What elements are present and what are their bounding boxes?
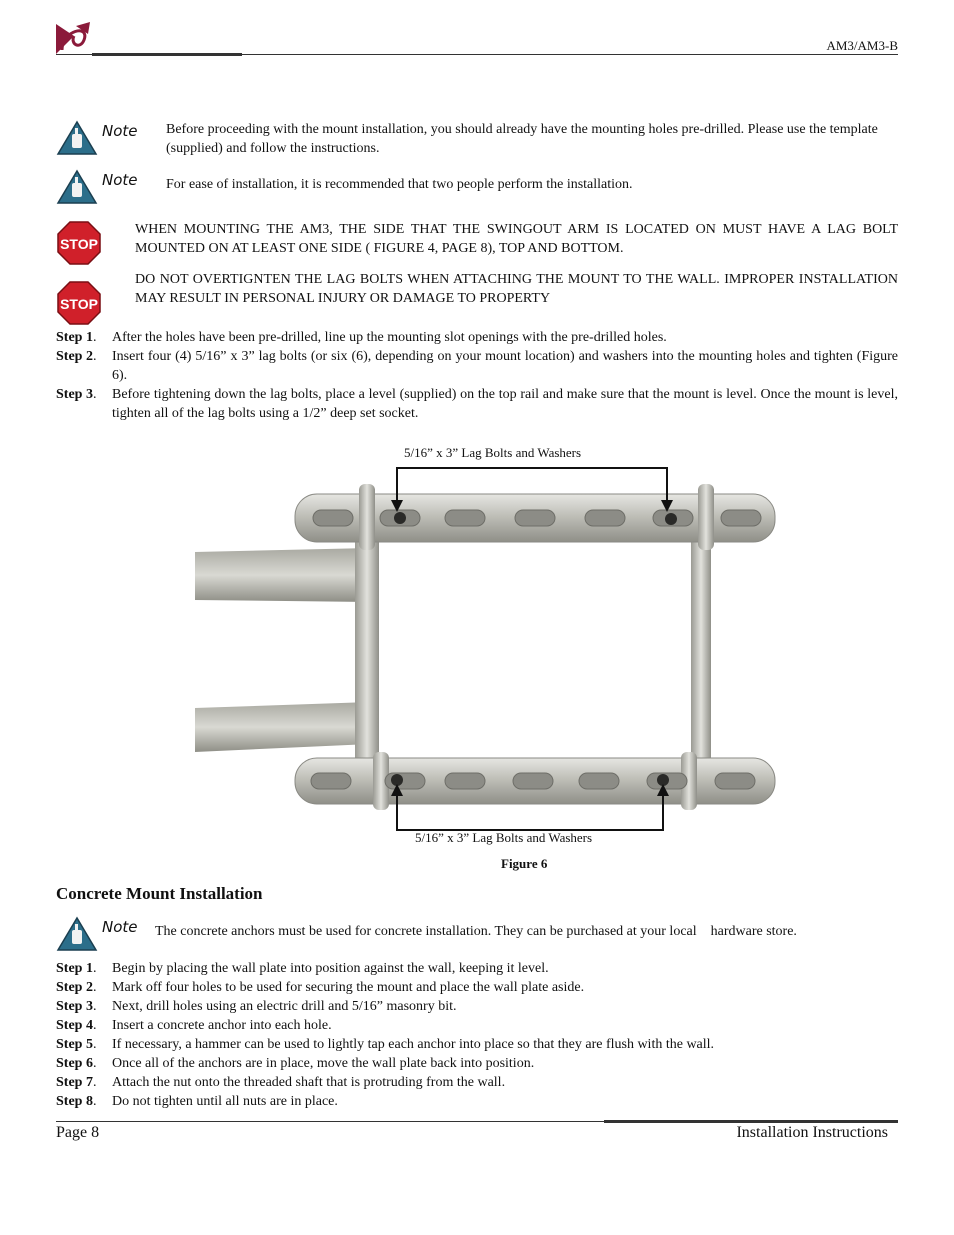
callout-bottom: 5/16” x 3” Lag Bolts and Washers — [415, 830, 593, 845]
note-label: Note — [102, 171, 138, 189]
step-label: Step 8 — [56, 1094, 93, 1109]
step-text: After the holes have been pre-drilled, line up the mounting slot openings with the pre-drilled holes. — [112, 330, 667, 345]
stop-sign-icon — [56, 280, 102, 326]
page-number: Page 8 — [56, 1124, 100, 1141]
note-3 — [56, 916, 898, 952]
step-label-wrap: Step 8. — [56, 1094, 97, 1109]
step-label-wrap: Step 3. — [56, 999, 97, 1014]
warning-text: WHEN MOUNTING THE AM3, THE SIDE THAT THE SWINGOUT ARM IS LOCATED ON MUST HAVE A LAG BOLT MOUNTED ON AT LEAST ONE SIDE ( FIGURE 4, PAGE 8), TOP AND BOTTOM. — [135, 222, 898, 256]
step-label-wrap: Step 4. — [56, 1018, 97, 1033]
step-text: Insert four (4) 5/16” x 3” lag bolts (or six (6), depending on your mount location) and washers into the mounting holes and tighten (Figure 6). — [112, 349, 898, 383]
step-label-wrap: Step 1. — [56, 330, 97, 345]
company-logo-icon — [54, 20, 92, 56]
note-label: Note — [102, 122, 138, 140]
step-text: Next, drill holes using an electric drill and 5/16” masonry bit. — [112, 999, 457, 1014]
section-title: Concrete Mount Installation — [56, 884, 263, 903]
step-text: If necessary, a hammer can be used to lightly tap each anchor into place so that they are flush with the wall. — [112, 1037, 715, 1052]
step-label: Step 1 — [56, 961, 93, 976]
note-2 — [56, 169, 898, 205]
stop-sign-wrap — [56, 270, 135, 331]
step-text: Begin by placing the wall plate into position against the wall, keeping it level. — [112, 961, 549, 976]
step-label: Step 6 — [56, 1056, 93, 1071]
step-item — [56, 1092, 898, 1111]
step-label: Step 3 — [56, 999, 93, 1014]
stop-sign-wrap — [56, 220, 135, 271]
warning-1 — [56, 220, 898, 271]
warning-text: DO NOT OVERTIGNTEN THE LAG BOLTS WHEN ATTACHING THE MOUNT TO THE WALL. IMPROPER INSTALLATION MAY RESULT IN PERSONAL INJURY OR DAMAGE TO PROPERTY — [135, 272, 898, 306]
step-item — [56, 328, 898, 347]
note-badge — [56, 169, 166, 205]
step-label-wrap: Step 6. — [56, 1056, 97, 1071]
note-hand-icon — [56, 169, 98, 205]
concrete-steps — [56, 959, 898, 1111]
step-label: Step 7 — [56, 1075, 93, 1090]
step-item — [56, 959, 898, 978]
step-label: Step 2 — [56, 349, 93, 364]
note-text: The concrete anchors must be used for concrete installation. They can be purchased at your local hardware store. — [155, 924, 797, 939]
step-item — [56, 978, 898, 997]
step-item — [56, 997, 898, 1016]
step-label-wrap: Step 5. — [56, 1037, 97, 1052]
callout-top: 5/16” x 3” Lag Bolts and Washers — [404, 445, 582, 460]
step-text: Do not tighten until all nuts are in place. — [112, 1094, 338, 1109]
note-text: Before proceeding with the mount installation, you should already have the mounting holes pre-drilled. Please use the template (supplied) and follow the instructions. — [166, 122, 878, 156]
step-label-wrap: Step 2. — [56, 980, 97, 995]
note-badge — [56, 120, 166, 156]
step-item — [56, 1073, 898, 1092]
step-text: Insert a concrete anchor into each hole. — [112, 1018, 332, 1033]
step-text: Attach the nut onto the threaded shaft that is protruding from the wall. — [112, 1075, 506, 1090]
step-item — [56, 385, 898, 423]
step-text: Before tightening down the lag bolts, place a level (supplied) on the top rail and make sure that the mount is level. Once the mount is level, tighten all of the lag bolts using a 1/2” deep set socket. — [112, 387, 898, 421]
note-hand-icon — [56, 120, 98, 156]
step-label-wrap: Step 3. — [56, 387, 97, 402]
note-badge — [56, 916, 155, 952]
step-text: Once all of the anchors are in place, move the wall plate back into position. — [112, 1056, 535, 1071]
stop-sign-icon — [56, 220, 102, 266]
step-label-wrap: Step 1. — [56, 961, 97, 976]
note-hand-icon — [56, 916, 98, 952]
step-item — [56, 1035, 898, 1054]
step-label-wrap: Step 2. — [56, 349, 97, 364]
step-item — [56, 1016, 898, 1035]
step-label: Step 5 — [56, 1037, 93, 1052]
step-item — [56, 1054, 898, 1073]
step-label: Step 1 — [56, 330, 93, 345]
note-1 — [56, 120, 898, 158]
document-title: Installation Instructions — [736, 1124, 888, 1141]
wall-steps — [56, 328, 898, 423]
step-label: Step 2 — [56, 980, 93, 995]
step-label: Step 3 — [56, 387, 93, 402]
header-rule-accent — [92, 53, 242, 56]
model-number: AM3/AM3-B — [826, 38, 898, 53]
step-item — [56, 347, 898, 385]
step-text: Mark off four holes to be used for securing the mount and place the wall plate aside. — [112, 980, 585, 995]
stop-sign-text: STOP — [60, 236, 98, 252]
callout-arrows — [380, 460, 680, 835]
footer-rule-accent — [604, 1120, 898, 1123]
stop-sign-text: STOP — [60, 296, 98, 312]
warning-2 — [56, 270, 898, 331]
figure-caption: Figure 6 — [501, 856, 548, 871]
step-label: Step 4 — [56, 1018, 93, 1033]
note-label: Note — [102, 918, 138, 936]
note-text: For ease of installation, it is recommended that two people perform the installation. — [166, 177, 633, 192]
step-label-wrap: Step 7. — [56, 1075, 97, 1090]
